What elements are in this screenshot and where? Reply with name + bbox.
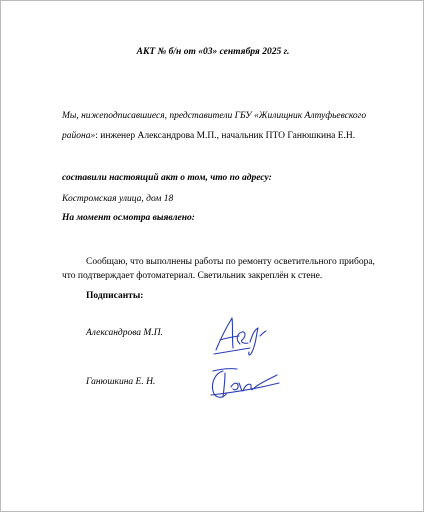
signature-2-drawing bbox=[205, 361, 285, 406]
intro-line-1: Мы, нижеподписавшиеся, представители ГБУ «Жилищник Алтуфьевского bbox=[62, 111, 367, 121]
signatory-name-2: Ганюшкина Е. Н. bbox=[86, 377, 156, 387]
intro-line-2-members: : инженер Александрова М.П., начальник ПТО Ганюшкина Е.Н. bbox=[95, 131, 356, 141]
signature-1 bbox=[206, 310, 276, 360]
intro-line-2 bbox=[62, 130, 355, 142]
document-title: АКТ № б/н от «03» сентября 2025 г. bbox=[136, 47, 290, 57]
inspection-heading: На момент осмотра выявлено: bbox=[62, 213, 195, 223]
signatories-heading: Подписанты: bbox=[86, 291, 144, 301]
address: Костромская улица, дом 18 bbox=[62, 194, 174, 204]
signature-1-drawing bbox=[206, 310, 276, 360]
body-line-2: что подтверждает фотоматериал. Светильник закреплён к стене. bbox=[62, 271, 323, 281]
composed-heading: составили настоящий акт о том, что по адресу: bbox=[62, 173, 272, 183]
signatory-name-1: Александрова М.П. bbox=[86, 328, 163, 338]
body-line-1: Сообщаю, что выполнены работы по ремонту осветительного прибора, bbox=[86, 257, 375, 267]
intro-line-2-org: района» bbox=[62, 131, 96, 141]
signature-2 bbox=[205, 361, 285, 406]
